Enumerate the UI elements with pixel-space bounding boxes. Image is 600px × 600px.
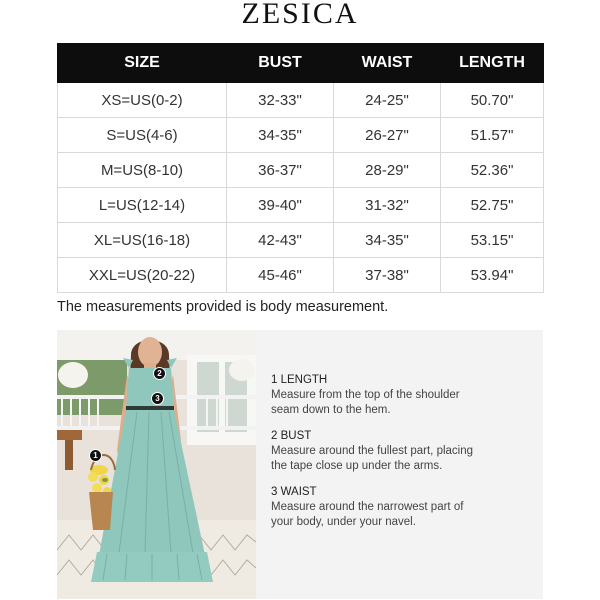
size-cell: XL=US(16-18) — [58, 223, 227, 258]
waist-cell: 37-38" — [334, 258, 441, 293]
marker-3: 3 — [151, 392, 164, 405]
table-row — [58, 258, 544, 293]
header-length: LENGTH — [441, 44, 544, 83]
guide-waist-line: your body, under your navel. — [271, 516, 416, 528]
guide-length-line: seam down to the hem. — [271, 404, 391, 416]
guide-bust-title: 2 BUST — [271, 430, 312, 442]
bust-cell: 39-40" — [227, 188, 334, 223]
table-row — [58, 118, 544, 153]
guide-length — [271, 373, 531, 418]
size-chart-table — [57, 43, 544, 293]
measurement-note: The measurements provided is body measurement. — [57, 299, 389, 315]
marker-1: 1 — [89, 449, 102, 462]
waist-cell: 28-29" — [334, 153, 441, 188]
bust-cell: 32-33" — [227, 83, 334, 118]
length-cell: 52.36" — [441, 153, 544, 188]
guide-bust — [271, 429, 531, 474]
size-chart-header-row — [58, 44, 544, 83]
table-row — [58, 188, 544, 223]
table-row — [58, 153, 544, 188]
length-cell: 53.94" — [441, 258, 544, 293]
size-cell: M=US(8-10) — [58, 153, 227, 188]
length-cell: 53.15" — [441, 223, 544, 258]
size-cell: L=US(12-14) — [58, 188, 227, 223]
bust-cell: 42-43" — [227, 223, 334, 258]
guide-waist-title: 3 WAIST — [271, 486, 317, 498]
guide-length-title: 1 LENGTH — [271, 374, 328, 386]
waist-cell: 26-27" — [334, 118, 441, 153]
size-cell: S=US(4-6) — [58, 118, 227, 153]
size-cell: XXL=US(20-22) — [58, 258, 227, 293]
bust-cell: 36-37" — [227, 153, 334, 188]
brand-logo: ZESICA — [241, 0, 359, 30]
guide-waist-line: Measure around the narrowest part of — [271, 501, 464, 513]
header-bust: BUST — [227, 44, 334, 83]
size-cell: XS=US(0-2) — [58, 83, 227, 118]
guide-bust-line: the tape close up under the arms. — [271, 460, 443, 472]
length-cell: 52.75" — [441, 188, 544, 223]
waist-cell: 34-35" — [334, 223, 441, 258]
model-photo — [57, 330, 256, 599]
table-row — [58, 223, 544, 258]
length-cell: 51.57" — [441, 118, 544, 153]
length-cell: 50.70" — [441, 83, 544, 118]
table-row — [58, 83, 544, 118]
header-size: SIZE — [58, 44, 227, 83]
marker-2: 2 — [153, 367, 166, 380]
waist-cell: 24-25" — [334, 83, 441, 118]
guide-length-line: Measure from the top of the shoulder — [271, 389, 460, 401]
bust-cell: 34-35" — [227, 118, 334, 153]
guide-bust-line: Measure around the fullest part, placing — [271, 445, 474, 457]
guide-waist — [271, 485, 531, 530]
waist-cell: 31-32" — [334, 188, 441, 223]
measurement-guide-panel — [256, 330, 543, 599]
header-waist: WAIST — [334, 44, 441, 83]
bust-cell: 45-46" — [227, 258, 334, 293]
